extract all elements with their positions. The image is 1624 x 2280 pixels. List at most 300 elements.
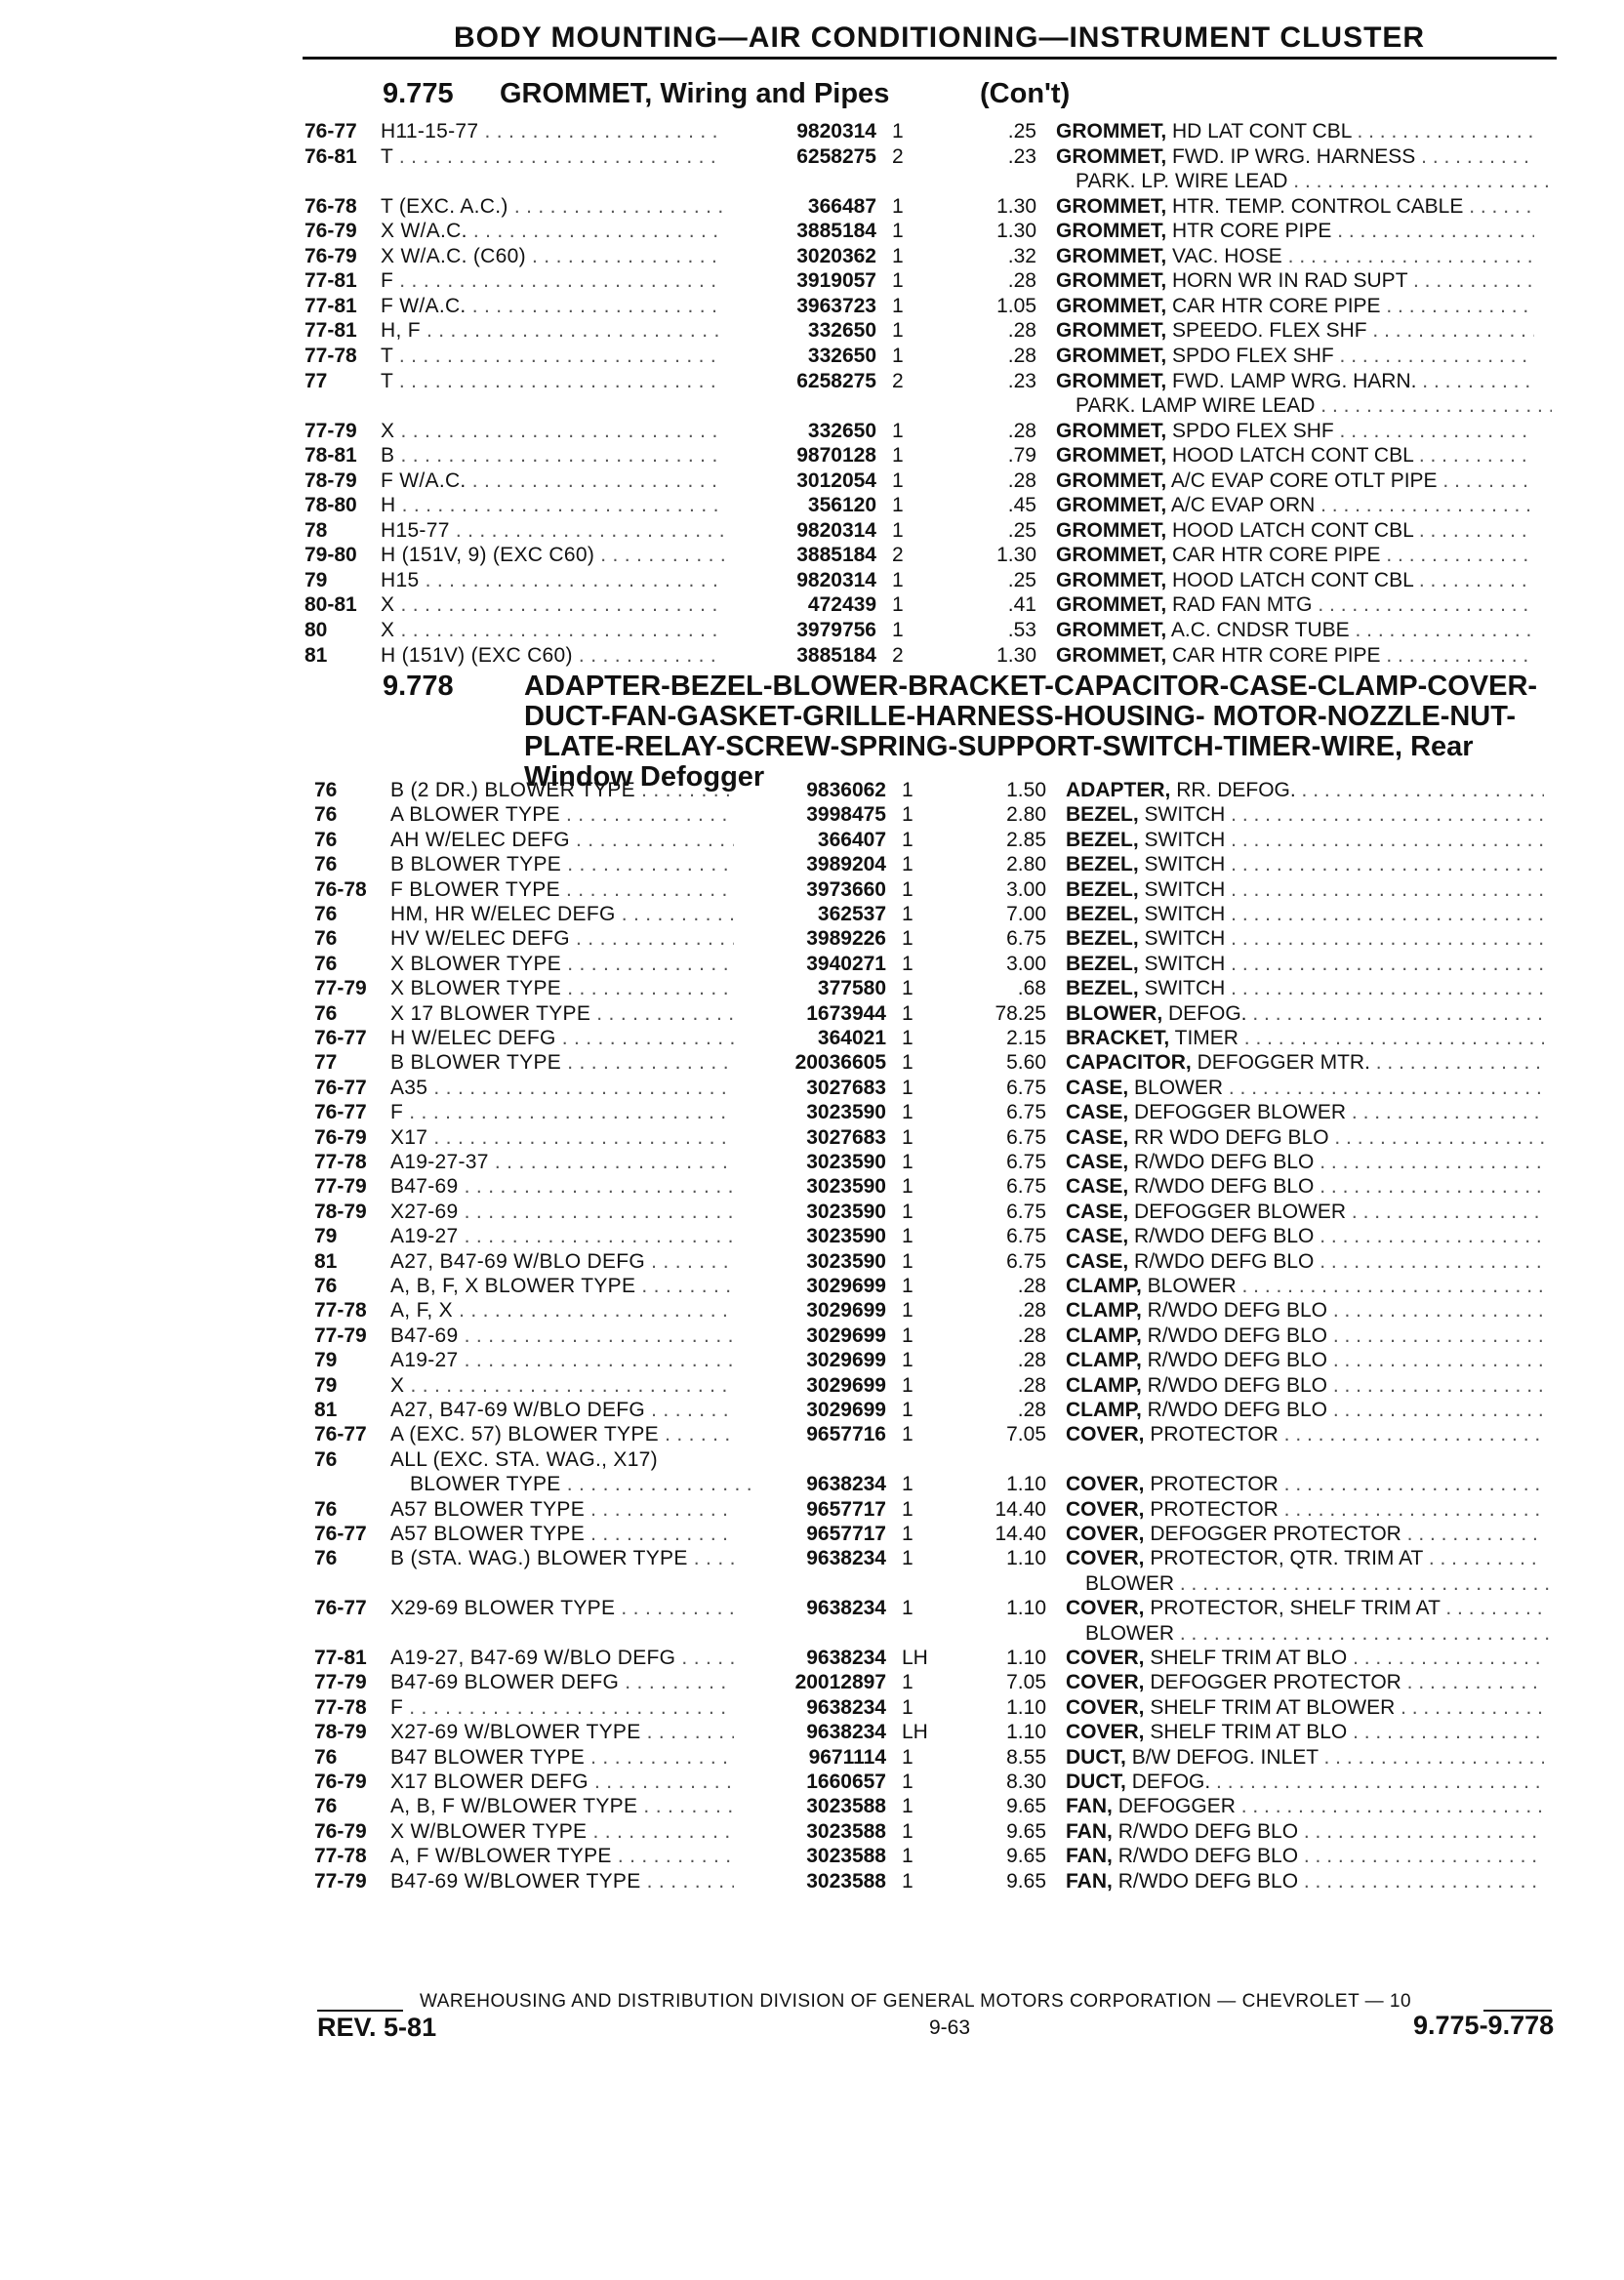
part-name [1066,1323,1544,1348]
part-detail: SWITCH . . . [1145,829,1544,851]
year-range: 76-79 [314,1771,367,1793]
part-number: 3998475 [806,803,886,827]
table-row [304,268,1552,293]
application-desc: H11-15-77 . . . [381,119,724,143]
quantity: 1 [902,1175,914,1199]
table-row [314,926,1552,951]
part-number: 9820314 [796,120,876,142]
quantity: 1 [902,1323,914,1347]
part-category: ADAPTER, [1066,779,1171,801]
quantity: 1 [902,1373,914,1397]
quantity: 1 [892,244,904,267]
part-category: GROMMET, [1056,344,1167,367]
price: .32 [1007,244,1036,267]
table-row [314,1745,1552,1770]
year-range: 76-78 [314,877,367,901]
price: 6.75 [1006,1125,1046,1149]
part-detail: HOOD LATCH CONT CBL . . . [1172,569,1534,591]
price: 1.30 [996,544,1036,567]
part-category: CLAMP, [1066,1323,1142,1347]
quantity: 1 [902,1051,914,1075]
part-number: 3020362 [796,244,876,267]
table-row [304,244,1552,268]
year-range: 76-77 [314,1076,367,1099]
price: 2.80 [1006,803,1046,827]
part-name [1066,1200,1544,1224]
part-number: 332650 [807,419,876,442]
table-row [314,1422,1552,1446]
quantity: 1 [902,1349,914,1372]
quantity: 2 [892,643,904,667]
part-number: 9638234 [806,1647,886,1669]
application-desc: X BLOWER TYPE . . . [390,976,734,1000]
application-desc: X . . . [381,618,724,642]
table-row [304,294,1552,318]
part-category: GROMMET, [1056,518,1167,542]
part-category: COVER, [1066,1671,1145,1694]
table-row [314,1794,1552,1818]
part-detail: BLOWER . . . [1134,1077,1544,1099]
quantity: 1 [902,1027,914,1049]
application-desc: X27-69 . . . [390,1200,734,1224]
price: 1.05 [996,294,1036,317]
part-name [1056,244,1534,268]
title-rule [303,57,1557,60]
year-range: 78 [304,518,328,542]
part-detail: DEFOGGER PROTECTOR . . . [1150,1671,1544,1693]
part-number: 377580 [817,977,886,1000]
table-row [304,443,1552,468]
year-range: 77 [314,1051,338,1075]
part-name [1066,1373,1544,1398]
application-desc: HM, HR W/ELEC DEFG . . . [390,902,734,926]
application-desc: A19-27 . . . [390,1224,734,1248]
part-name [1056,268,1534,293]
part-name [1066,1546,1544,1570]
application-desc: HV W/ELEC DEFG . . . [390,926,734,951]
quantity: 1 [902,1151,914,1173]
quantity: 1 [902,1771,914,1793]
part-category: COVER, [1066,1423,1145,1446]
part-name [1056,618,1534,642]
table-row [314,1695,1552,1720]
part-name [1056,194,1534,219]
price: 14.40 [995,1523,1046,1545]
section-title: GROMMET, Wiring and Pipes [500,78,890,109]
year-range: 77-79 [304,419,357,442]
year-range: 77-79 [314,1323,367,1347]
part-category: CAPACITOR, [1066,1051,1192,1075]
part-name [1056,219,1534,243]
part-number: 3989204 [806,853,886,876]
table-row [314,1150,1552,1174]
part-number: 362537 [817,903,886,925]
part-detail: R/WDO DEFG BLO . . . [1118,1845,1544,1867]
part-category: CASE, [1066,1076,1129,1099]
quantity: 1 [892,444,904,468]
application-desc: A27, B47-69 W/BLO DEFG . . . [390,1249,734,1274]
price: 14.40 [995,1497,1046,1521]
table-row [314,828,1552,852]
part-name [1056,568,1534,592]
part-category: GROMMET, [1056,120,1167,142]
application-desc: T . . . [381,344,724,368]
part-number: 3885184 [796,544,876,567]
part-detail: R/WDO DEFG BLO . . . [1118,1820,1544,1843]
quantity: 1 [902,779,914,801]
price: 1.50 [1006,779,1046,801]
part-name [1056,144,1534,169]
price: 8.55 [1006,1745,1046,1769]
part-number: 9870128 [796,444,876,468]
part-detail: RR WDO DEFG BLO . . . [1134,1126,1544,1149]
quantity: LH [902,1721,928,1744]
part-category: BRACKET, [1066,1027,1170,1049]
quantity: 1 [902,803,914,827]
table-row [304,518,1552,543]
part-name [1066,1745,1544,1770]
quantity: 1 [902,1001,914,1025]
quantity: 1 [892,518,904,542]
part-detail: A/C EVAP ORN . . . [1171,494,1534,516]
year-range: 76 [314,803,338,827]
part-category: GROMMET, [1056,220,1167,243]
table-row [314,1274,1552,1298]
part-detail: VAC. HOSE . . . [1172,245,1534,267]
part-number: 3023590 [806,1175,886,1199]
quantity: 1 [902,1845,914,1868]
price: .53 [1007,619,1036,641]
part-category: GROMMET, [1056,643,1167,667]
year-range: 77-79 [314,1869,367,1893]
table-row [314,1646,1552,1670]
year-range: 76 [314,853,338,876]
part-number: 3919057 [796,269,876,293]
part-name [1056,643,1534,668]
year-range: 76-77 [304,120,357,142]
table-row [304,468,1552,493]
part-category: GROMMET, [1056,144,1167,168]
price: 1.10 [1006,1721,1046,1744]
table-row [314,1546,1552,1570]
part-name [1066,1670,1544,1694]
part-category: GROMMET, [1056,468,1167,492]
year-range: 76-77 [314,1101,367,1124]
part-detail: FWD. IP WRG. HARNESS . . . [1172,145,1534,168]
part-name [1066,1100,1544,1124]
year-range: 78-79 [304,468,357,492]
footer-org: WAREHOUSING AND DISTRIBUTION DIVISION OF GENERAL MOTORS CORPORATION — CHEVROLET — 10 [420,1991,1412,2012]
application-desc: A35 . . . [390,1076,734,1100]
part-number: 9657717 [806,1497,886,1521]
price: .28 [1007,269,1036,293]
quantity: 1 [902,1299,914,1323]
part-name [1066,1497,1544,1522]
year-range: 77-81 [304,294,357,317]
table-row [314,952,1552,976]
part-name [1066,1596,1544,1620]
part-detail: SWITCH . . . [1145,878,1544,901]
part-name [1056,543,1534,567]
application-desc: B47-69 . . . [390,1323,734,1348]
part-category: COVER, [1066,1721,1145,1744]
part-category: DUCT, [1066,1771,1126,1793]
part-category: COVER, [1066,1497,1145,1521]
quantity: 1 [902,1819,914,1843]
quantity: 1 [902,1076,914,1099]
part-name [1066,1274,1544,1298]
section-number: 9.775 [383,78,454,109]
part-detail: DEFOG. . . . [1132,1771,1544,1793]
part-name [1056,318,1534,343]
part-detail: SHELF TRIM AT BLOWER . . . [1150,1696,1544,1719]
year-range: 79 [314,1225,338,1248]
table-row [314,1670,1552,1694]
part-category: COVER, [1066,1695,1145,1719]
part-number: 3963723 [796,294,876,317]
price: .41 [1007,593,1036,617]
table-row [314,1249,1552,1274]
table-row [314,902,1552,926]
part-name-continued: BLOWER . . . [1085,1571,1552,1596]
table-row [314,1373,1552,1398]
part-number: 3023590 [806,1225,886,1248]
application-desc: X17 . . . [390,1125,734,1150]
part-name [1066,1026,1544,1050]
part-category: GROMMET, [1056,294,1167,317]
quantity: 2 [892,544,904,567]
part-number: 3973660 [806,877,886,901]
application-desc: F W/A.C. . . . [381,468,724,493]
year-range: 76 [314,1745,338,1769]
price: 6.75 [1006,1249,1046,1273]
price: 9.65 [1006,1845,1046,1868]
quantity: 1 [892,494,904,517]
price: 1.10 [1006,1597,1046,1620]
part-category: CASE, [1066,1249,1129,1273]
quantity: 1 [892,619,904,641]
part-detail: DEFOG. . . . [1168,1002,1544,1025]
part-detail: R/WDO DEFG BLO . . . [1134,1225,1544,1247]
application-desc: F W/A.C. . . . [381,294,724,318]
part-category: COVER, [1066,1647,1145,1669]
part-number: 9820314 [796,518,876,542]
price: .28 [1017,1275,1046,1297]
price: 6.75 [1006,1225,1046,1248]
year-range: 77 [304,369,328,392]
part-name [1066,1249,1544,1274]
application-desc: B BLOWER TYPE . . . [390,1050,734,1075]
quantity: 1 [902,1497,914,1521]
price: 3.00 [1006,877,1046,901]
price: 7.05 [1006,1423,1046,1446]
table-row [314,1050,1552,1075]
price: 6.75 [1006,1200,1046,1223]
part-number: 3979756 [796,619,876,641]
application-desc: X W/A.C. . . . [381,219,724,243]
part-number: 3885184 [796,220,876,243]
quantity: 1 [902,1523,914,1545]
year-range: 77-79 [314,1175,367,1199]
part-name [1066,952,1544,976]
quantity: 1 [902,1125,914,1149]
price: 78.25 [995,1001,1046,1025]
table-row [314,1026,1552,1050]
price: 1.10 [1006,1473,1046,1496]
part-detail: R/WDO DEFG BLO . . . [1148,1324,1544,1347]
table-row [304,119,1552,143]
part-detail: PROTECTOR . . . [1150,1423,1544,1445]
table-row [314,1447,1552,1472]
quantity: 1 [902,1597,914,1620]
part-number: 3023588 [806,1795,886,1818]
table-row [314,1398,1552,1422]
application-desc: H W/ELEC DEFG . . . [390,1026,734,1050]
part-name [1066,1174,1544,1199]
part-name [1066,926,1544,951]
quantity: 1 [902,1547,914,1570]
part-detail: DEFOGGER PROTECTOR . . . [1150,1523,1544,1545]
part-detail: SWITCH . . . [1145,903,1544,925]
part-name [1056,294,1534,318]
part-number: 9657717 [806,1523,886,1545]
table-row [314,1076,1552,1100]
application-desc: A27, B47-69 W/BLO DEFG . . . [390,1398,734,1422]
part-number: 3029699 [806,1299,886,1323]
application-desc: X . . . [390,1373,734,1398]
application-desc: H15-77 . . . [381,518,724,543]
year-range: 77-79 [314,977,367,1000]
part-category: BLOWER, [1066,1001,1163,1025]
application-desc: B . . . [381,443,724,468]
year-range: 77-78 [314,1845,367,1868]
quantity: 1 [892,468,904,492]
part-number: 332650 [807,344,876,367]
part-category: FAN, [1066,1819,1113,1843]
part-category: DUCT, [1066,1745,1126,1769]
year-range: 77-79 [314,1671,367,1694]
price: 6.75 [1006,1151,1046,1173]
part-name [1056,443,1534,468]
price: .25 [1007,120,1036,142]
part-name [1066,902,1544,926]
price: .28 [1007,468,1036,492]
application-desc: B47-69 W/BLOWER TYPE . . . [390,1869,734,1893]
part-name [1066,1001,1544,1026]
quantity: 1 [892,294,904,317]
part-name [1066,1522,1544,1546]
part-detail: R/WDO DEFG BLO . . . [1134,1151,1544,1173]
quantity: 1 [902,1249,914,1273]
revision-label: REV. 5-81 [317,2013,437,2042]
table-row [314,1174,1552,1199]
table-row [314,1869,1552,1893]
price: .25 [1007,518,1036,542]
part-name [1056,369,1534,393]
part-category: BEZEL, [1066,903,1139,925]
part-name [1066,1398,1544,1422]
application-desc: X 17 BLOWER TYPE . . . [390,1001,734,1026]
year-range: 76-77 [314,1523,367,1545]
quantity: 1 [902,828,914,851]
part-number: 9671114 [808,1745,886,1769]
part-category: GROMMET, [1056,619,1167,641]
year-range: 77-78 [314,1695,367,1719]
part-number: 9638234 [806,1721,886,1744]
table-row [304,493,1552,517]
part-number: 3023590 [806,1249,886,1273]
quantity: 1 [892,344,904,367]
part-category: GROMMET, [1056,319,1167,343]
application-desc: A (EXC. 57) BLOWER TYPE . . . [390,1422,734,1446]
price: 9.65 [1006,1795,1046,1818]
application-desc: X BLOWER TYPE . . . [390,952,734,976]
table-row [304,318,1552,343]
part-number: 9657716 [806,1423,886,1446]
table-row [314,1100,1552,1124]
part-name [1056,468,1534,493]
part-number: 20036605 [794,1051,886,1075]
part-name [1066,877,1544,902]
table-row [314,1298,1552,1323]
application-desc: T . . . [381,144,724,169]
year-range: 81 [314,1399,338,1421]
part-name [1056,119,1534,143]
part-category: COVER, [1066,1523,1145,1545]
part-category: CLAMP, [1066,1275,1142,1297]
part-number: 20012897 [794,1671,886,1694]
section-range: 9.775-9.778 [1413,2011,1555,2040]
application-desc: A BLOWER TYPE . . . [390,802,734,827]
part-category: BEZEL, [1066,853,1139,876]
part-name [1066,1819,1544,1844]
price: .79 [1007,444,1036,468]
part-number: 3029699 [806,1323,886,1347]
part-number: 3023590 [806,1101,886,1124]
price: 2.15 [1006,1027,1046,1049]
part-name [1066,852,1544,876]
part-category: CASE, [1066,1125,1129,1149]
price: 1.10 [1006,1547,1046,1570]
application-desc: H (151V) (EXC C60) . . . [381,643,724,668]
quantity: 1 [902,1695,914,1719]
quantity: 1 [902,1101,914,1124]
part-detail: R/WDO DEFG BLO . . . [1148,1349,1544,1371]
quantity: 1 [892,568,904,591]
year-range: 77-78 [304,344,357,367]
part-detail: SPDO FLEX SHF . . . [1172,345,1534,367]
quantity: 1 [902,977,914,1000]
table-row [304,219,1552,243]
price: 6.75 [1006,927,1046,951]
application-desc: X W/A.C. (C60) . . . [381,244,724,268]
part-category: GROMMET, [1056,369,1167,392]
part-name [1066,1770,1544,1794]
part-name [1066,1298,1544,1323]
table-row [304,592,1552,617]
part-number: 356120 [807,494,876,517]
table-row [314,1770,1552,1794]
quantity: 1 [902,1473,914,1496]
part-category: BEZEL, [1066,952,1139,975]
part-name [1066,1125,1544,1150]
part-number: 9638234 [806,1695,886,1719]
application-desc: A, F W/BLOWER TYPE . . . [390,1844,734,1868]
price: 2.85 [1006,828,1046,851]
year-range: 76 [314,1497,338,1521]
table-row [304,643,1552,668]
year-range: 76 [314,779,338,801]
